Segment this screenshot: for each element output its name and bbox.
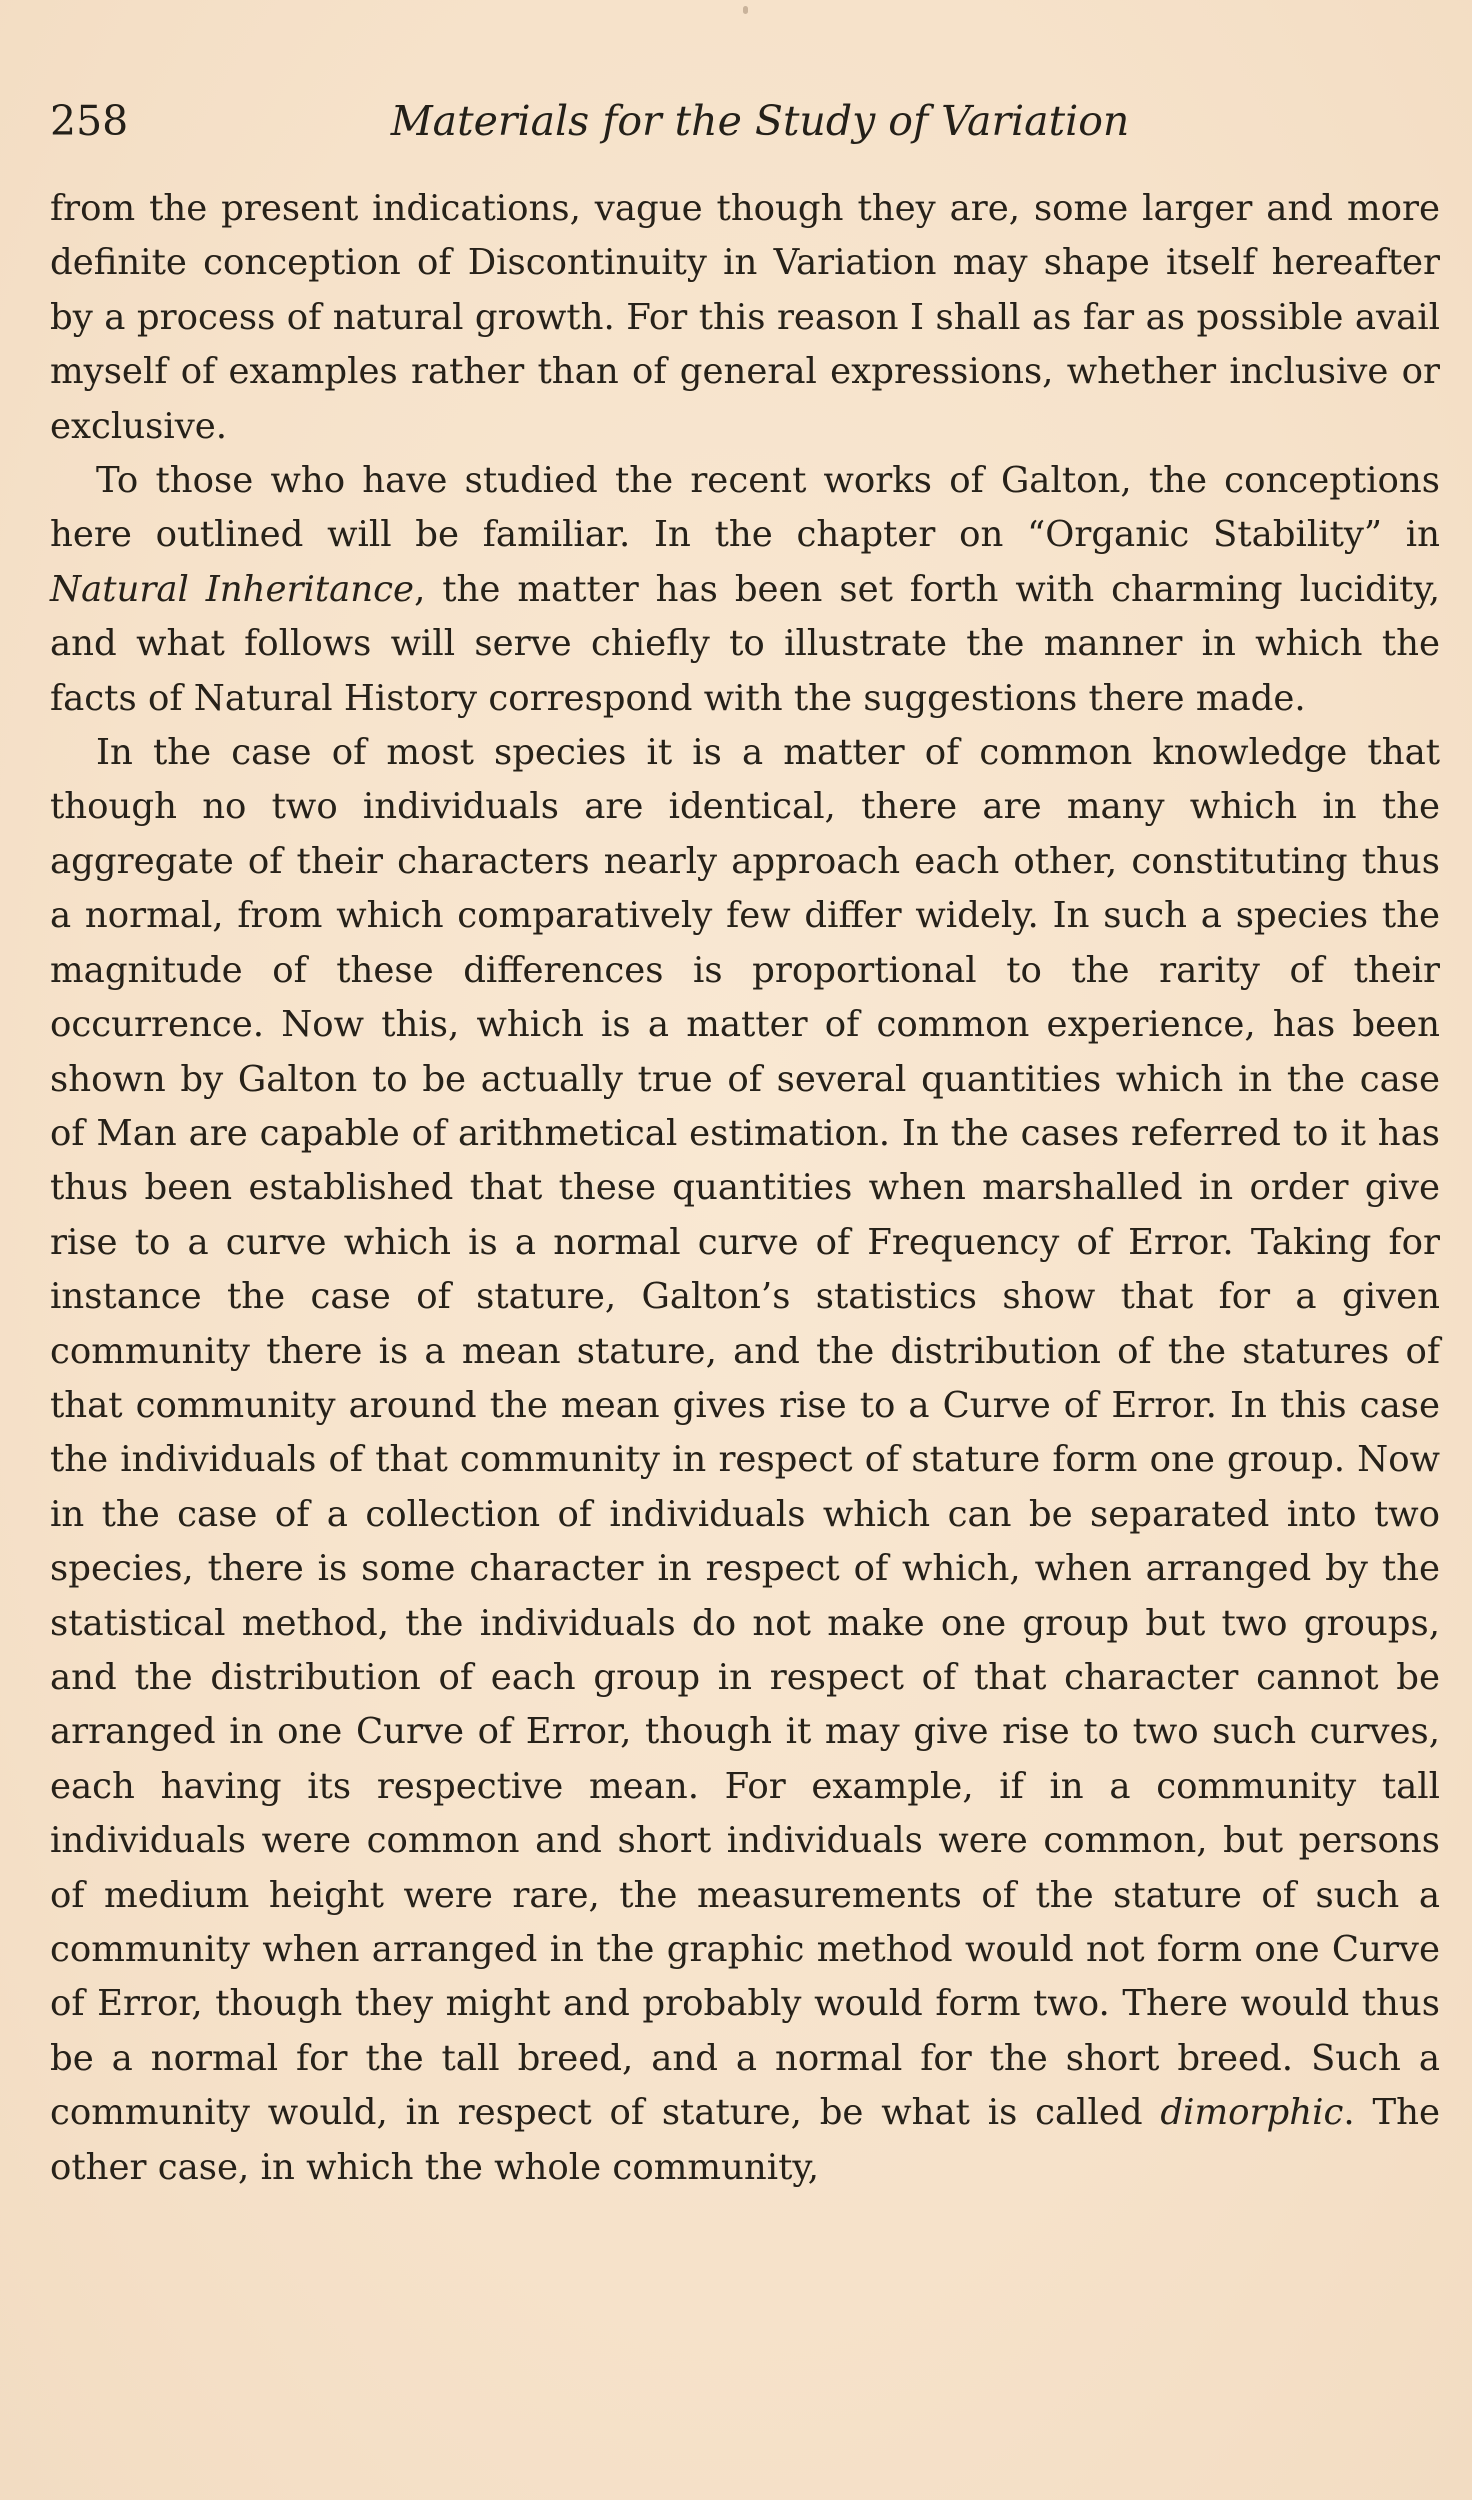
- book-title-italic: Natural Inheritance: [50, 568, 415, 610]
- body-text: [50, 182, 1440, 2195]
- running-head: [50, 86, 1440, 156]
- paragraph-1: [50, 182, 1440, 454]
- text-run: . The other case, in which the whole community,: [50, 2092, 1440, 2188]
- term-italic: dimorphic: [1160, 2092, 1344, 2134]
- text-run: , the matter has been set forth with charming lucidity, and what follows will serve chiefly to illustrate the manner in which the facts of Natural History correspond with the suggestions there made.: [50, 568, 1440, 719]
- paragraph-3: [50, 726, 1440, 2195]
- text-run: from the present indications, vague though they are, some larger and more definite conception of Discontinuity in Variation may shape itself hereafter by a process of natural growth. For this reason I shall as far as possible avail myself of examples rather than of general expressions, whether inclusive or exclusive.: [50, 188, 1440, 447]
- paragraph-2: [50, 454, 1440, 726]
- text-run: In the case of most species it is a matter of common knowledge that though no two individuals are identical, there are many which in the aggregate of their characters nearly approach each other, constituting thus a normal, from which comparatively few differ widely. In such a species the magnitude of these differences is proportional to the rarity of their occurrence. Now this, which is a matter of common experience, has been shown by Galton to be actually true of several quantities which in the case of Man are capable of arithmetical estimation. In the cases referred to it has thus been established that these quantities when marshalled in order give rise to a curve which is a normal curve of Frequency of Error. Taking for instance the case of stature, Galton’s statistics show that for a given community there is a mean stature, and the distribution of the statures of that community around the mean gives rise to a Curve of Error. In this case the individuals of that community in respect of stature form one group. Now in the case of a collection of individuals which can be separated into two species, there is some character in respect of which, when arranged by the statistical method, the individuals do not make one group but two groups, and the distribution of each group in respect of that character cannot be arranged in one Curve of Error, though it may give rise to two such curves, each having its respective mean. For example, if in a community tall individuals were common and short individuals were common, but persons of medium height were rare, the measurements of the stature of such a community when arranged in the graphic method would not form one Curve of Error, though they might and probably would form two. There would thus be a normal for the tall breed, and a normal for the short breed. Such a community would, in respect of stature, be what is called: [50, 732, 1440, 2134]
- text-run: To those who have studied the recent works of Galton, the conceptions here outlined will be familiar. In the chapter on “Organic Stability” in: [50, 460, 1440, 556]
- paper-speck: [743, 6, 748, 14]
- running-title: Materials for the Study of Variation: [390, 97, 1130, 145]
- page-number: 258: [50, 97, 129, 145]
